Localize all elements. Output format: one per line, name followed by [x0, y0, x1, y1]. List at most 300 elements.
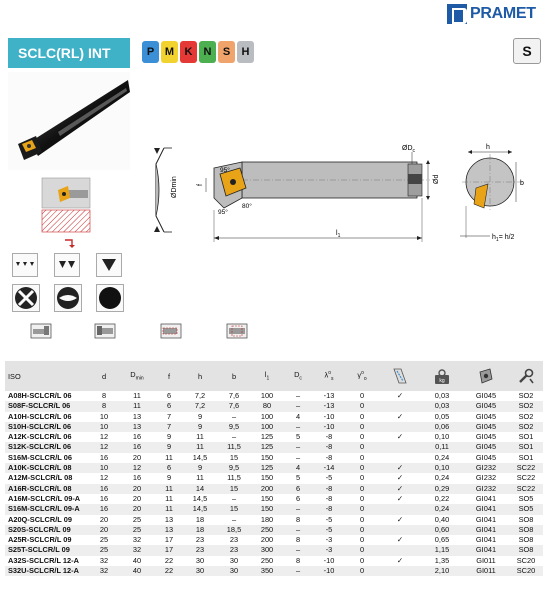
cell-iso: A16R-SCLCR/L 08: [5, 484, 89, 494]
cell-l1: 125: [251, 463, 283, 473]
label-h1-sub: 1: [495, 237, 499, 243]
cell-dc: –: [283, 422, 313, 432]
cell-weight: 0,40: [421, 515, 463, 525]
cell-insert: GI232: [463, 463, 509, 473]
col-header-label: d: [101, 371, 107, 381]
cell-h: 18: [183, 515, 217, 525]
cell-dmin: 16: [119, 432, 155, 442]
cell-dmin: 16: [119, 442, 155, 452]
cell-gamma: 0: [345, 432, 379, 442]
cell-d: 16: [89, 494, 119, 504]
cell-dmin: 16: [119, 473, 155, 483]
col-header-label: γ: [357, 370, 362, 380]
cell-coolant: ✓: [379, 473, 421, 483]
cell-dc: 6: [283, 484, 313, 494]
cell-l1: 180: [251, 515, 283, 525]
cell-h: 9: [183, 422, 217, 432]
table-row: [5, 556, 543, 566]
cell-f: 17: [155, 535, 183, 545]
cell-spare: SO1: [509, 442, 543, 452]
cell-weight: 0,03: [421, 401, 463, 411]
cell-b: 9,5: [217, 422, 251, 432]
cell-f: 9: [155, 432, 183, 442]
col-header-dc: [283, 361, 313, 391]
col-header-d: [89, 361, 119, 391]
table-row: [5, 535, 543, 545]
table-body: [5, 391, 543, 576]
cell-gamma: 0: [345, 422, 379, 432]
cell-coolant: [379, 442, 421, 452]
bar-variant-2-icon: [94, 322, 116, 340]
cell-spare: SO2: [509, 412, 543, 422]
product-title: SCLC(RL) INT: [8, 38, 130, 68]
cell-iso: A25R-SCLCR/L 09: [5, 535, 89, 545]
cell-insert: GI041: [463, 494, 509, 504]
cell-insert: GI045: [463, 442, 509, 452]
cell-l1: 100: [251, 422, 283, 432]
triangle-insert-medium-icon: [54, 253, 80, 277]
col-header-sub: o: [363, 375, 367, 382]
cell-insert: GI232: [463, 473, 509, 483]
col-header-iso: [5, 361, 89, 391]
cell-b: 15: [217, 484, 251, 494]
col-header-label: l: [264, 370, 267, 380]
iso-group-h: H: [237, 41, 254, 63]
cell-lambda: -5: [313, 473, 345, 483]
cell-insert: GI045: [463, 391, 509, 401]
cell-iso: A16M-SCLCR/L 09-A: [5, 494, 89, 504]
cell-l1: 150: [251, 473, 283, 483]
cell-dmin: 20: [119, 453, 155, 463]
cell-l1: 150: [251, 504, 283, 514]
cell-weight: 0,65: [421, 535, 463, 545]
cell-gamma: 0: [345, 473, 379, 483]
cell-lambda: -8: [313, 484, 345, 494]
technical-drawing: [150, 138, 540, 248]
cell-gamma: 0: [345, 525, 379, 535]
cell-h: 14: [183, 484, 217, 494]
cell-insert: GI045: [463, 453, 509, 463]
cell-lambda: -10: [313, 412, 345, 422]
iso-material-groups: [142, 41, 254, 63]
cell-h: 14,5: [183, 504, 217, 514]
cell-lambda: -10: [313, 556, 345, 566]
cell-f: 11: [155, 504, 183, 514]
svg-text:l1: [336, 230, 341, 239]
table-row: [5, 401, 543, 411]
table-row: [5, 453, 543, 463]
cell-d: 12: [89, 473, 119, 483]
table-row: [5, 442, 543, 452]
cell-l1: 125: [251, 432, 283, 442]
cell-coolant: ✓: [379, 494, 421, 504]
cell-coolant: [379, 453, 421, 463]
cell-d: 16: [89, 504, 119, 514]
cell-dc: –: [283, 401, 313, 411]
cell-b: 18,5: [217, 525, 251, 535]
cell-h: 30: [183, 556, 217, 566]
cell-dc: –: [283, 545, 313, 555]
col-header-label: f: [167, 371, 171, 381]
cell-iso: S32U-SCLCR/L 12-A: [5, 566, 89, 576]
cell-weight: 1,35: [421, 556, 463, 566]
cell-b: –: [217, 412, 251, 422]
cell-d: 10: [89, 412, 119, 422]
weight-icon: [433, 371, 451, 384]
label-h1-rel: = h/2: [498, 234, 515, 241]
cell-spare: SO8: [509, 535, 543, 545]
tool-photo: [8, 72, 130, 170]
insert-icon: [477, 371, 495, 380]
iso-group-s: S: [218, 41, 235, 63]
cell-h: 23: [183, 535, 217, 545]
cell-dmin: 20: [119, 494, 155, 504]
table-row: [5, 432, 543, 442]
cell-h: 14,5: [183, 453, 217, 463]
cell-gamma: 0: [345, 391, 379, 401]
cell-dc: 5: [283, 432, 313, 442]
cell-h: 30: [183, 566, 217, 576]
cell-gamma: 0: [345, 545, 379, 555]
cell-f: 13: [155, 525, 183, 535]
cell-dc: 6: [283, 494, 313, 504]
cell-h: 9: [183, 463, 217, 473]
cell-d: 16: [89, 453, 119, 463]
cell-lambda: -8: [313, 494, 345, 504]
cell-dmin: 32: [119, 545, 155, 555]
col-header-sub: 1: [266, 375, 270, 382]
cell-gamma: 0: [345, 515, 379, 525]
cell-dc: –: [283, 391, 313, 401]
cell-iso: S08F-SCLCR/L 06: [5, 401, 89, 411]
cell-l1: 350: [251, 566, 283, 576]
col-header-label: D: [130, 370, 136, 380]
cell-b: 9,5: [217, 463, 251, 473]
cell-dmin: 20: [119, 504, 155, 514]
cell-b: –: [217, 432, 251, 442]
cell-f: 6: [155, 401, 183, 411]
cell-weight: 1,15: [421, 545, 463, 555]
cell-insert: GI041: [463, 545, 509, 555]
cell-f: 11: [155, 453, 183, 463]
table-row: [5, 525, 543, 535]
cell-iso: S20S-SCLCR/L 09: [5, 525, 89, 535]
cell-iso: A10H-SCLCR/L 06: [5, 412, 89, 422]
col-header-coolant: [379, 361, 421, 391]
cell-f: 6: [155, 463, 183, 473]
cell-d: 12: [89, 432, 119, 442]
cell-dc: –: [283, 442, 313, 452]
cell-coolant: ✓: [379, 484, 421, 494]
col-header-label: ISO: [8, 371, 21, 381]
cell-d: 10: [89, 422, 119, 432]
cell-iso: S25T-SCLCR/L 09: [5, 545, 89, 555]
table-row: [5, 391, 543, 401]
cell-iso: S16M-SCLCR/L 06: [5, 453, 89, 463]
internal-coolant-icon: [391, 371, 409, 380]
col-header-gamma: [345, 361, 379, 391]
cell-h: 11: [183, 432, 217, 442]
cell-insert: GI011: [463, 556, 509, 566]
cell-lambda: -5: [313, 515, 345, 525]
cell-coolant: ✓: [379, 463, 421, 473]
cell-coolant: [379, 566, 421, 576]
cell-b: 7,6: [217, 391, 251, 401]
cell-b: 11,5: [217, 442, 251, 452]
cell-f: 13: [155, 515, 183, 525]
cell-dc: –: [283, 453, 313, 463]
cell-spare: SO1: [509, 432, 543, 442]
label-b: b: [520, 180, 524, 187]
cell-coolant: [379, 401, 421, 411]
cell-l1: 250: [251, 525, 283, 535]
insert-shape-round-icon: [96, 284, 124, 312]
pramet-logo-icon: [447, 4, 467, 24]
table-row: [5, 494, 543, 504]
cell-coolant: ✓: [379, 515, 421, 525]
table-row: [5, 545, 543, 555]
cell-f: 11: [155, 494, 183, 504]
cell-lambda: -10: [313, 422, 345, 432]
label-angle-80: 80°: [242, 203, 252, 210]
cell-lambda: -13: [313, 391, 345, 401]
cell-f: 7: [155, 412, 183, 422]
cell-f: 22: [155, 566, 183, 576]
cell-dmin: 20: [119, 484, 155, 494]
table-header-row: [5, 361, 543, 391]
cell-coolant: ✓: [379, 432, 421, 442]
cell-weight: 0,10: [421, 463, 463, 473]
cell-spare: SO2: [509, 422, 543, 432]
col-header-insert: [463, 361, 509, 391]
size-badge: S: [513, 38, 541, 64]
col-header-h: [183, 361, 217, 391]
cell-dc: –: [283, 566, 313, 576]
cell-iso: A32S-SCLCR/L 12-A: [5, 556, 89, 566]
cell-h: 14,5: [183, 494, 217, 504]
bar-variant-1-icon: [30, 322, 52, 340]
cell-insert: GI011: [463, 566, 509, 576]
cell-h: 23: [183, 545, 217, 555]
cell-weight: 0,05: [421, 412, 463, 422]
cell-lambda: -8: [313, 453, 345, 463]
cell-weight: 0,06: [421, 422, 463, 432]
cell-spare: SC20: [509, 556, 543, 566]
cell-h: 7,2: [183, 391, 217, 401]
col-header-spare: [509, 361, 543, 391]
spare-parts-icon: [517, 371, 535, 380]
cell-coolant: [379, 525, 421, 535]
cell-dc: 8: [283, 535, 313, 545]
cell-b: 11,5: [217, 473, 251, 483]
cell-l1: 80: [251, 401, 283, 411]
cell-d: 8: [89, 401, 119, 411]
cell-b: 30: [217, 566, 251, 576]
cell-gamma: 0: [345, 453, 379, 463]
cell-insert: GI045: [463, 412, 509, 422]
cell-gamma: 0: [345, 494, 379, 504]
label-l1: l: [336, 230, 338, 237]
cell-dc: –: [283, 525, 313, 535]
cell-dc: 8: [283, 515, 313, 525]
col-header-sup: o: [328, 370, 331, 377]
triangle-insert-large-icon: [96, 253, 122, 277]
table-row: [5, 504, 543, 514]
cell-l1: 300: [251, 545, 283, 555]
cell-weight: 0,24: [421, 504, 463, 514]
table-row: [5, 422, 543, 432]
cell-gamma: 0: [345, 412, 379, 422]
cell-weight: 2,10: [421, 566, 463, 576]
cell-spare: SO2: [509, 401, 543, 411]
cell-l1: 250: [251, 556, 283, 566]
cell-iso: S10H-SCLCR/L 06: [5, 422, 89, 432]
cell-dmin: 11: [119, 391, 155, 401]
cell-gamma: 0: [345, 504, 379, 514]
bar-variant-4-icon: [226, 322, 248, 340]
cell-dmin: 40: [119, 566, 155, 576]
col-header-sub: s: [330, 375, 334, 382]
logo-text: PRAMET: [470, 5, 536, 22]
cell-insert: GI041: [463, 504, 509, 514]
cell-f: 9: [155, 473, 183, 483]
cell-spare: SO8: [509, 545, 543, 555]
label-f: f: [197, 184, 204, 186]
cell-insert: GI045: [463, 432, 509, 442]
feed-direction-icon: [63, 238, 75, 248]
col-header-f: [155, 361, 183, 391]
cell-b: 23: [217, 545, 251, 555]
cell-lambda: -10: [313, 566, 345, 576]
cell-l1: 100: [251, 391, 283, 401]
cell-weight: 0,24: [421, 473, 463, 483]
cell-weight: 0,11: [421, 442, 463, 452]
cell-coolant: [379, 504, 421, 514]
cell-dmin: 25: [119, 525, 155, 535]
cell-f: 11: [155, 484, 183, 494]
table-row: [5, 473, 543, 483]
cell-insert: GI041: [463, 525, 509, 535]
insert-shape-split-icon: [54, 284, 82, 312]
cell-l1: 150: [251, 494, 283, 504]
pramet-logo: [447, 4, 536, 24]
svg-text:ØDc: [402, 145, 416, 154]
bar-variant-3-icon: [160, 322, 182, 340]
cell-spare: SO5: [509, 494, 543, 504]
cell-spare: SC22: [509, 484, 543, 494]
cell-iso: A12M-SCLCR/L 08: [5, 473, 89, 483]
cell-dc: 5: [283, 473, 313, 483]
cell-gamma: 0: [345, 484, 379, 494]
table-row: [5, 515, 543, 525]
col-header-dmin: [119, 361, 155, 391]
col-header-label: λ: [324, 370, 329, 380]
cell-b: 23: [217, 535, 251, 545]
cell-spare: SO1: [509, 453, 543, 463]
cell-spare: SO8: [509, 515, 543, 525]
cell-coolant: ✓: [379, 556, 421, 566]
cell-lambda: -8: [313, 504, 345, 514]
cell-gamma: 0: [345, 566, 379, 576]
cell-dmin: 32: [119, 535, 155, 545]
cell-b: 15: [217, 453, 251, 463]
cell-b: –: [217, 515, 251, 525]
cell-lambda: -3: [313, 535, 345, 545]
cell-d: 16: [89, 484, 119, 494]
cell-dmin: 12: [119, 463, 155, 473]
cell-lambda: -13: [313, 401, 345, 411]
product-table: [5, 361, 543, 576]
label-angle-main: 95°: [220, 167, 230, 174]
cell-gamma: 0: [345, 535, 379, 545]
cell-d: 25: [89, 535, 119, 545]
cell-insert: GI232: [463, 484, 509, 494]
cell-f: 7: [155, 422, 183, 432]
label-d: Ød: [433, 174, 440, 184]
cell-iso: A10K-SCLCR/L 08: [5, 463, 89, 473]
cell-h: 11: [183, 442, 217, 452]
cell-spare: SC20: [509, 566, 543, 576]
cell-l1: 200: [251, 535, 283, 545]
col-header-label: h: [197, 371, 203, 381]
col-header-b: [217, 361, 251, 391]
cell-lambda: -14: [313, 463, 345, 473]
cell-b: 7,6: [217, 401, 251, 411]
cell-d: 20: [89, 525, 119, 535]
cell-d: 8: [89, 391, 119, 401]
label-dc: ØD: [402, 145, 413, 152]
label-dmin: ØDmin: [171, 176, 178, 198]
cell-coolant: [379, 545, 421, 555]
cell-h: 18: [183, 525, 217, 535]
cell-f: 6: [155, 391, 183, 401]
cell-weight: 0,60: [421, 525, 463, 535]
cell-h: 9: [183, 412, 217, 422]
cell-spare: SO5: [509, 504, 543, 514]
cell-f: 17: [155, 545, 183, 555]
cell-gamma: 0: [345, 401, 379, 411]
cell-dmin: 25: [119, 515, 155, 525]
table-row: [5, 484, 543, 494]
cell-b: 15: [217, 504, 251, 514]
cell-weight: 0,24: [421, 453, 463, 463]
cell-l1: 200: [251, 484, 283, 494]
cell-weight: 0,10: [421, 432, 463, 442]
cell-dmin: 11: [119, 401, 155, 411]
col-header-sub: min: [135, 375, 144, 382]
cell-iso: A08H-SCLCR/L 06: [5, 391, 89, 401]
cell-d: 10: [89, 463, 119, 473]
cell-d: 12: [89, 442, 119, 452]
cell-l1: 125: [251, 442, 283, 452]
cell-coolant: ✓: [379, 391, 421, 401]
cell-dc: –: [283, 504, 313, 514]
cell-insert: GI045: [463, 422, 509, 432]
col-header-sup: o: [361, 370, 364, 377]
cell-l1: 150: [251, 453, 283, 463]
col-header-sub: c: [299, 375, 302, 382]
cell-h: 11: [183, 473, 217, 483]
col-header-l1: [251, 361, 283, 391]
cell-insert: GI045: [463, 401, 509, 411]
cell-dmin: 13: [119, 412, 155, 422]
cell-lambda: -8: [313, 442, 345, 452]
cell-f: 9: [155, 442, 183, 452]
cell-iso: S16M-SCLCR/L 09-A: [5, 504, 89, 514]
cell-spare: SO2: [509, 391, 543, 401]
iso-group-n: N: [199, 41, 216, 63]
cell-lambda: -8: [313, 432, 345, 442]
